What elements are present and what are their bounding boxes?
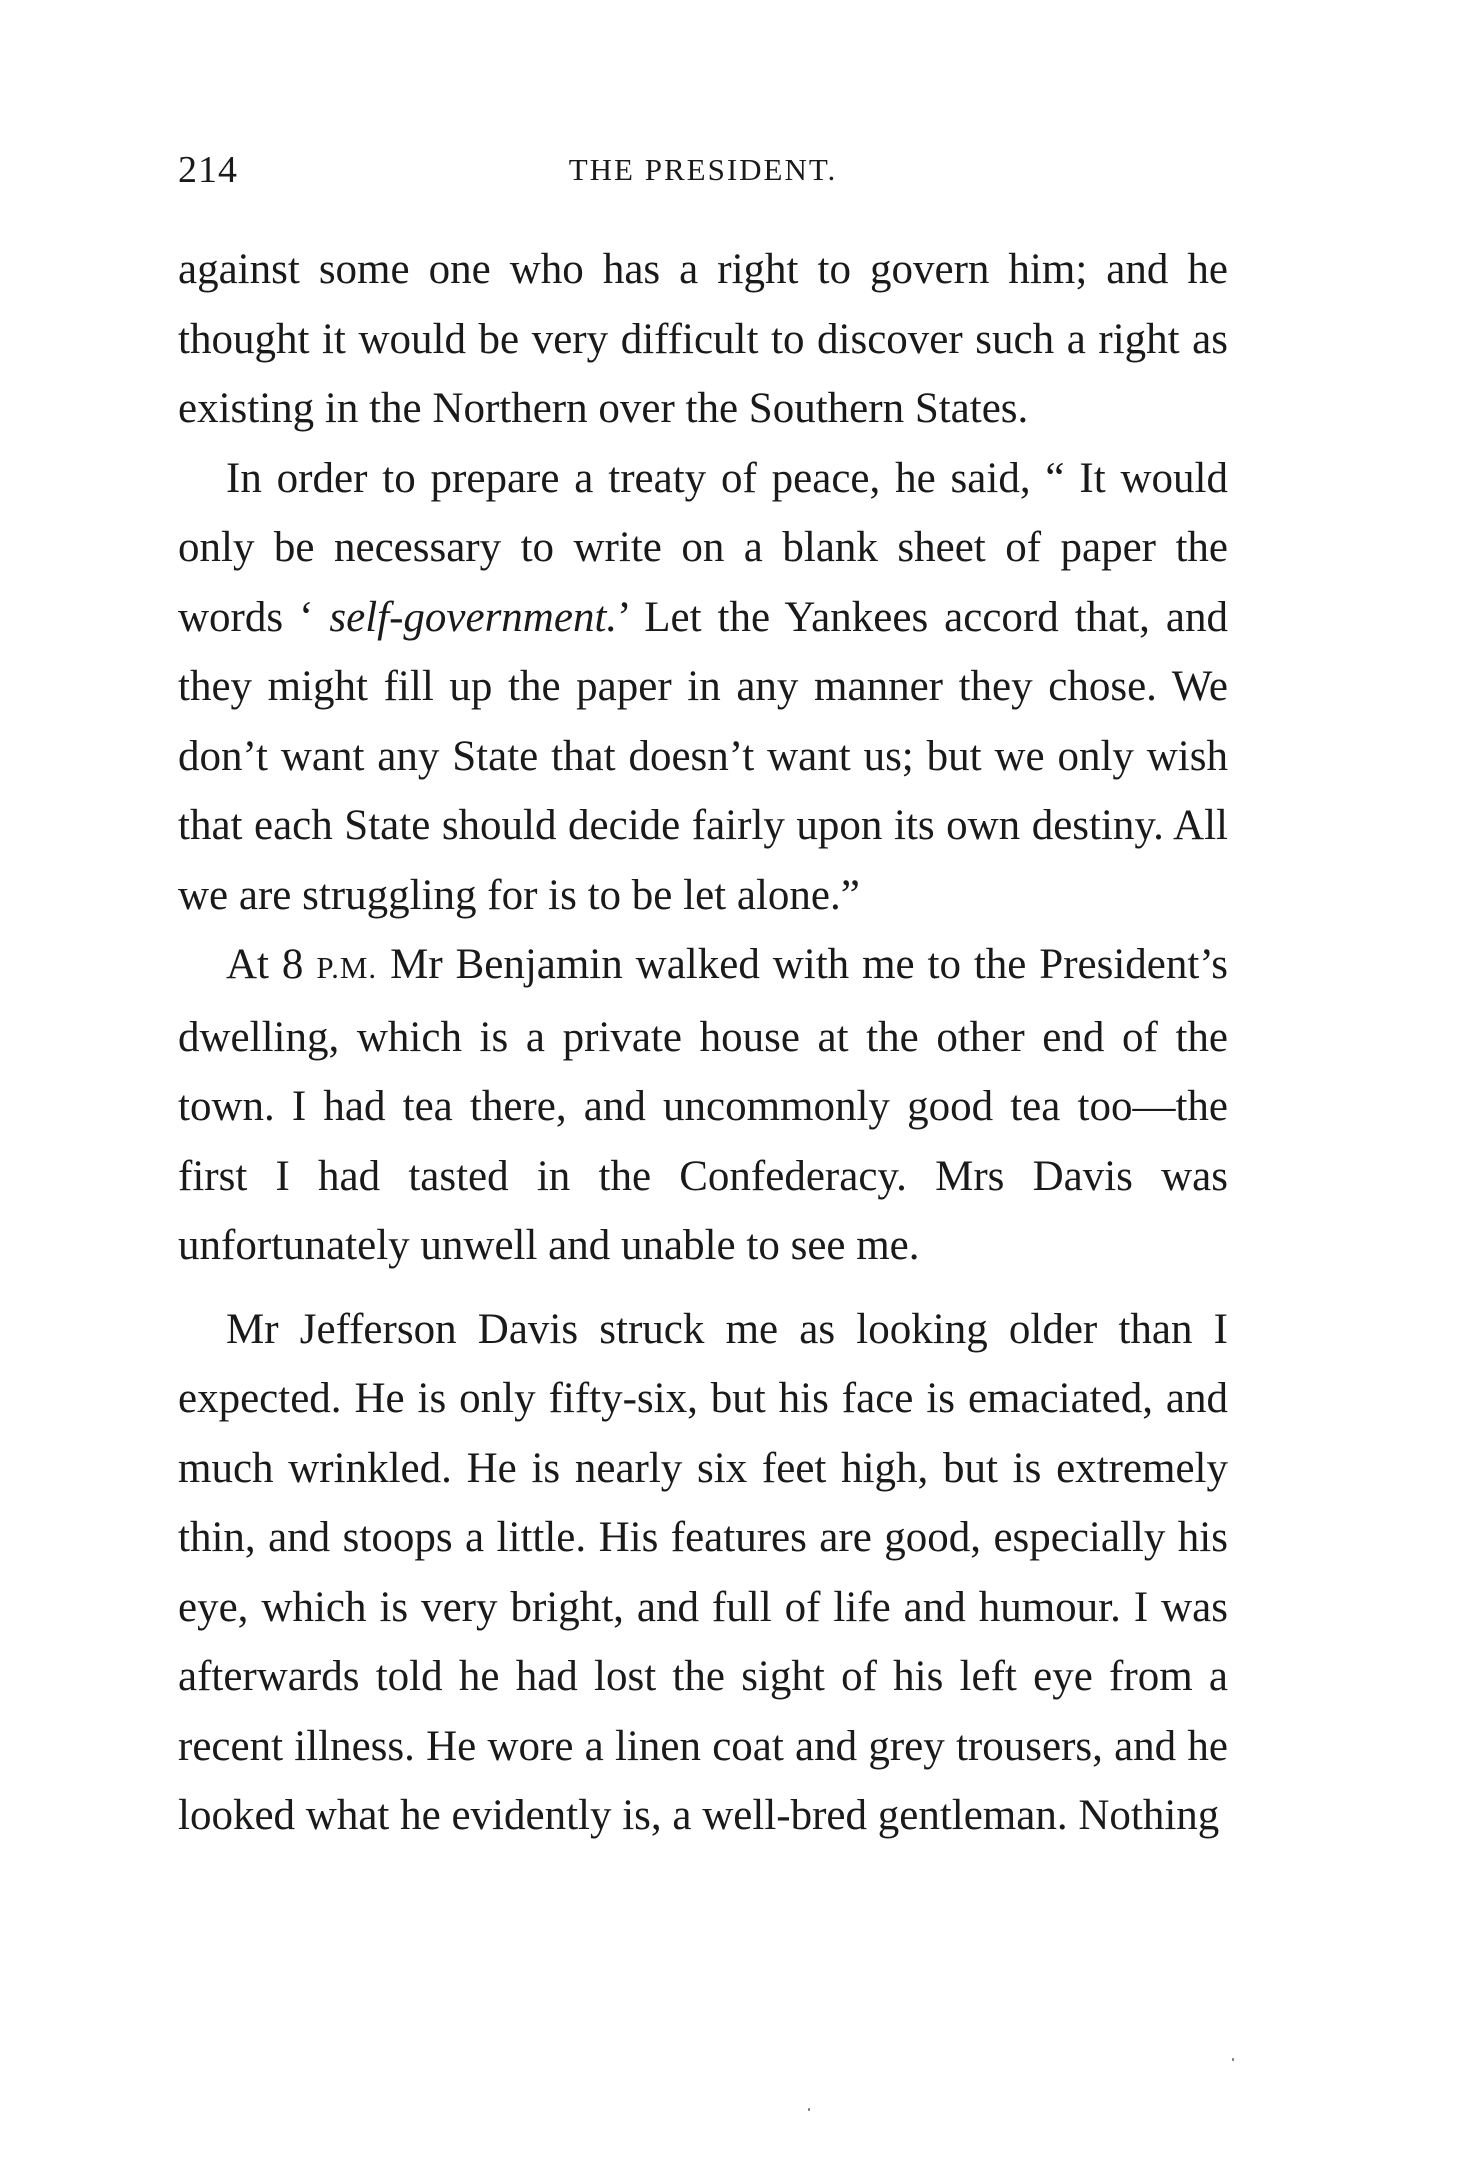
time-abbreviation: P.M.	[316, 950, 378, 985]
paragraph-text: At 8	[226, 941, 317, 988]
paragraph-evening-visit	[178, 930, 1228, 1281]
paragraph-text: Mr Benjamin walked with me to the President’s dwelling, which is a private house at the other end of the town. I had tea there, and uncommonly good tea too—the first I had tasted in the Confederacy. Mrs Davis was unfortunately unwell and unable to see me.	[178, 941, 1228, 1269]
print-speck	[1232, 2058, 1234, 2061]
paragraph-continuation	[178, 235, 1228, 444]
paragraph-text: ’ Let the Yankees accord that, and they might fill up the paper in any manner they chose. We don’t want any State that doesn’t want us; but we only wish that each State should decide fairly upon its own destiny. All we are struggling for is to be let alone.”	[178, 593, 1228, 919]
running-head	[178, 148, 1228, 198]
page-number: 214	[178, 149, 238, 191]
paragraph-davis-description	[178, 1295, 1228, 1851]
italic-phrase: self-government.	[329, 593, 618, 641]
paragraph-text: against some one who has a right to govern him; and he thought it would be very difficult to discover such a right as existing in the Northern over the Southern States.	[178, 246, 1228, 432]
paragraph-treaty-quote	[178, 444, 1228, 931]
print-speck	[808, 2108, 810, 2111]
running-title: THE PRESIDENT.	[568, 152, 838, 187]
body-text	[178, 235, 1228, 1851]
paragraph-text: Mr Jefferson Davis struck me as looking older than I expected. He is only fifty-six, but his face is emaciated, and much wrinkled. He is nearly six feet high, but is extremely thin, and stoops a little. His features are good, especially his eye, which is very bright, and full of life and humour. I was afterwards told he had lost the sight of his left eye from a recent illness. He wore a linen coat and grey trousers, and he looked what he evidently is, a well-bred gentleman. Nothing	[178, 1305, 1228, 1839]
paragraph-text: In order to prepare a treaty of peace, he said, “ It would only be necessary to write on a blank sheet of paper the words ‘	[178, 454, 1228, 641]
